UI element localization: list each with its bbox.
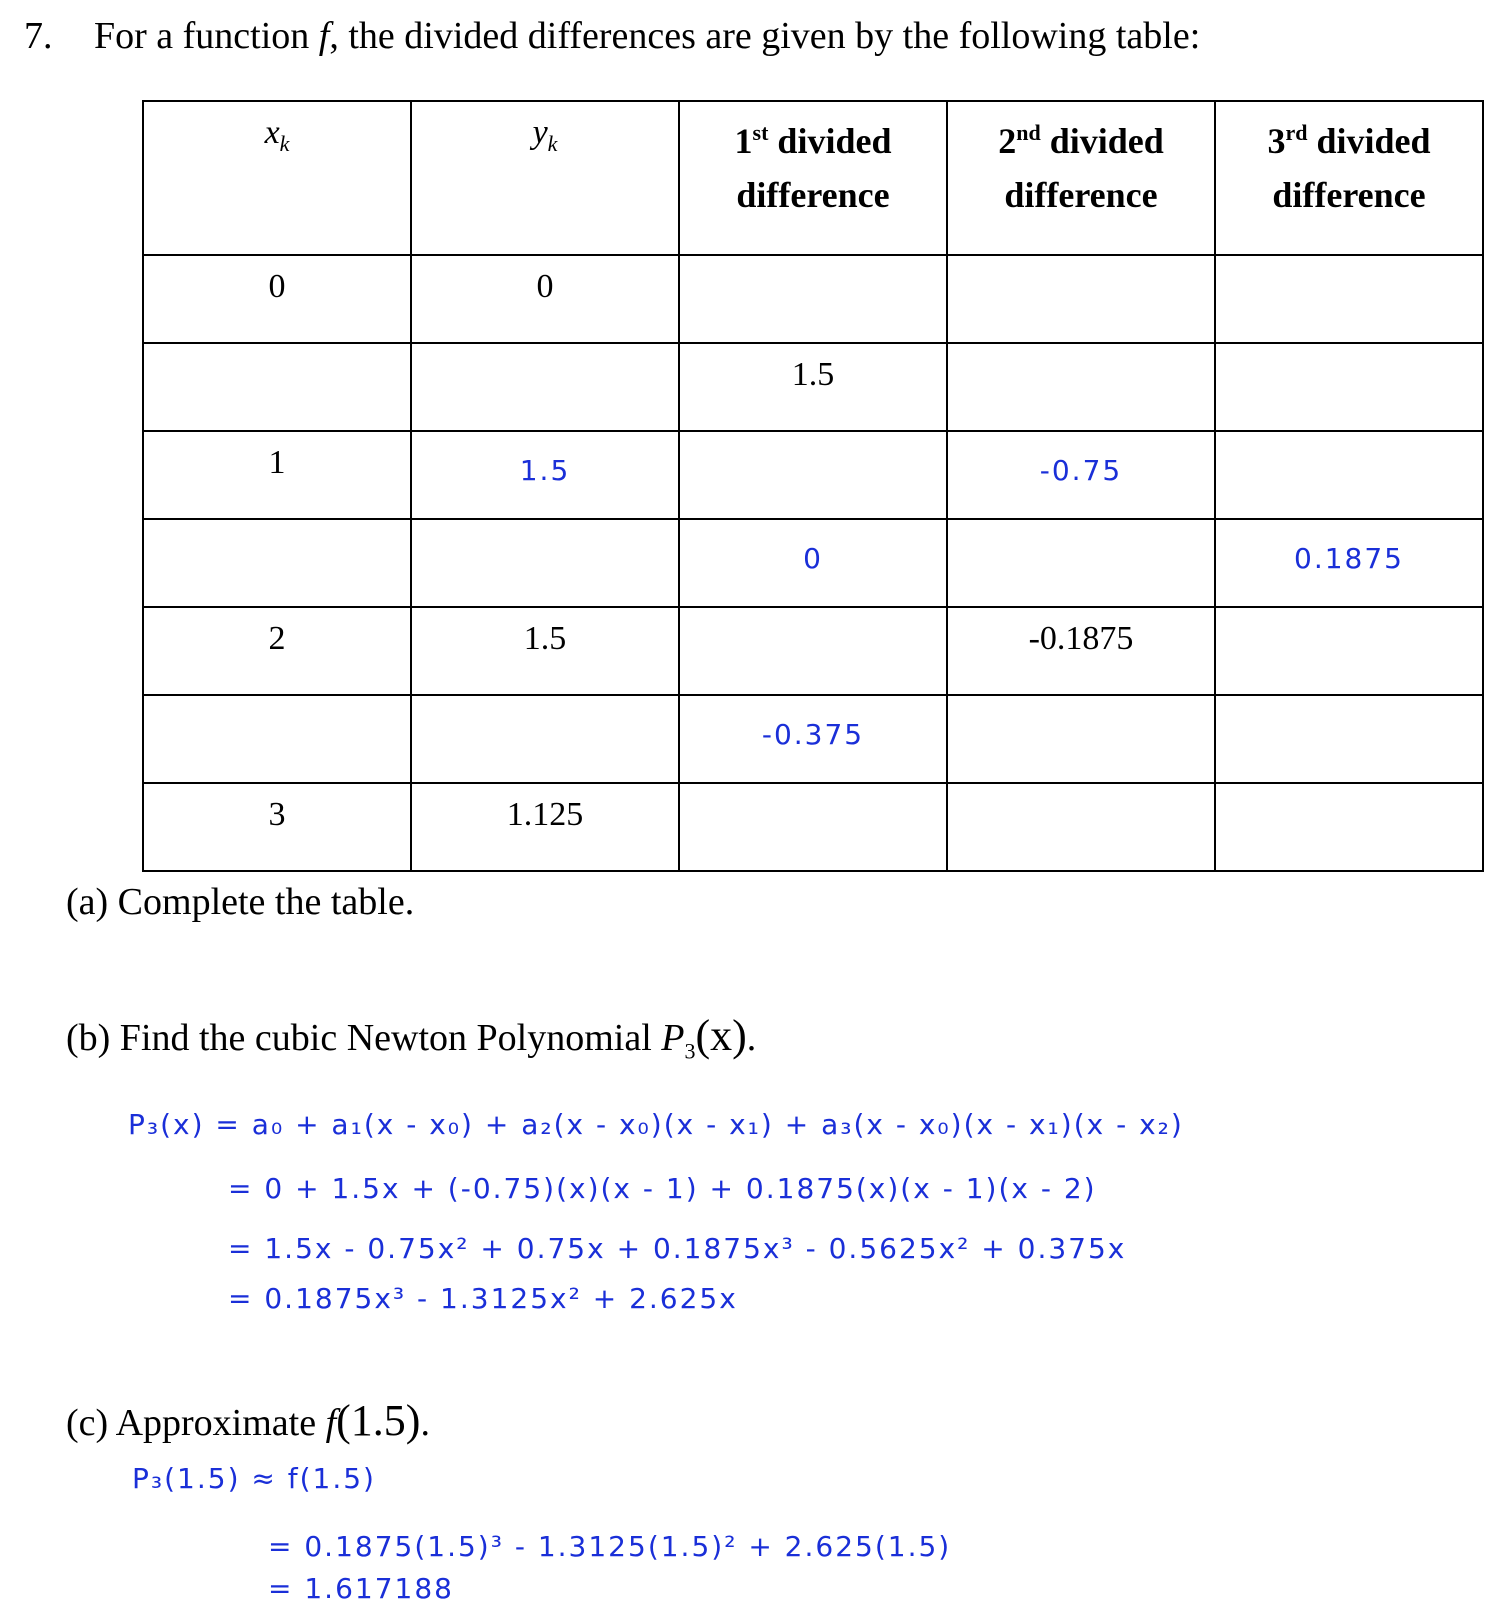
cell-d1-handwritten: 0 bbox=[679, 519, 947, 607]
table-row bbox=[143, 431, 1483, 519]
function-symbol: f bbox=[325, 1402, 337, 1444]
cell-y-handwritten: 1.5 bbox=[411, 431, 679, 519]
part-b-work-line: = 1.5x - 0.75x² + 0.75x + 0.1875x³ - 0.5625x² + 0.375x bbox=[228, 1232, 1127, 1265]
cell-d1 bbox=[679, 431, 947, 519]
table-row bbox=[143, 519, 1483, 607]
part-c-period: . bbox=[420, 1402, 430, 1444]
cell-d3 bbox=[1215, 343, 1483, 431]
question-number: 7. bbox=[24, 15, 53, 57]
cell-d2 bbox=[947, 519, 1215, 607]
part-a-label: (a) Complete the table. bbox=[66, 881, 415, 923]
part-c-work-line: = 0.1875(1.5)³ - 1.3125(1.5)² + 2.625(1.5) bbox=[268, 1530, 952, 1563]
cell-d3-handwritten: 0.1875 bbox=[1215, 519, 1483, 607]
header-xk: $x_k$ bbox=[143, 101, 411, 255]
table-row bbox=[143, 783, 1483, 871]
cell-x: 2 bbox=[143, 607, 411, 695]
cell-y: 1.125 bbox=[411, 783, 679, 871]
part-b-work-line: = 0.1875x³ - 1.3125x² + 2.625x bbox=[228, 1282, 738, 1315]
cell-d1 bbox=[679, 783, 947, 871]
header-first-divided-difference: 1st divided difference bbox=[679, 101, 947, 255]
cell-y bbox=[411, 695, 679, 783]
table-row bbox=[143, 255, 1483, 343]
part-b-work-line: P₃(x) = a₀ + a₁(x - x₀) + a₂(x - x₀)(x - x₁) + a₃(x - x₀)(x - x₁)(x - x₂) bbox=[128, 1108, 1184, 1141]
part-c-label bbox=[66, 1395, 430, 1446]
cell-x: 3 bbox=[143, 783, 411, 871]
cell-d3 bbox=[1215, 431, 1483, 519]
part-b-work-line: = 0 + 1.5x + (-0.75)(x)(x - 1) + 0.1875(x)(x - 1)(x - 2) bbox=[228, 1172, 1097, 1205]
cell-y: 1.5 bbox=[411, 607, 679, 695]
cell-x: 0 bbox=[143, 255, 411, 343]
cell-d3 bbox=[1215, 695, 1483, 783]
part-c-work-line: P₃(1.5) ≈ f(1.5) bbox=[132, 1462, 376, 1495]
part-c-argument: (1.5) bbox=[336, 1396, 421, 1445]
question-text-end: , the divided differences are given by the following table: bbox=[329, 15, 1201, 57]
polynomial-symbol: $P_3$ bbox=[661, 1017, 696, 1064]
cell-d3 bbox=[1215, 255, 1483, 343]
cell-y bbox=[411, 343, 679, 431]
cell-y: 0 bbox=[411, 255, 679, 343]
part-b-period: . bbox=[746, 1017, 757, 1059]
cell-d2 bbox=[947, 783, 1215, 871]
cell-d1: 1.5 bbox=[679, 343, 947, 431]
cell-d3 bbox=[1215, 607, 1483, 695]
part-b-text: (b) Find the cubic Newton Polynomial bbox=[66, 1017, 662, 1059]
cell-d2-handwritten: -0.75 bbox=[947, 431, 1215, 519]
cell-d2 bbox=[947, 255, 1215, 343]
header-third-divided-difference: 3rd divided difference bbox=[1215, 101, 1483, 255]
part-b-label bbox=[66, 1010, 756, 1065]
cell-d1-handwritten: -0.375 bbox=[679, 695, 947, 783]
table-row bbox=[143, 695, 1483, 783]
part-c-text: (c) Approximate bbox=[66, 1402, 326, 1444]
table-row bbox=[143, 343, 1483, 431]
cell-x: 1 bbox=[143, 431, 411, 519]
cell-x bbox=[143, 519, 411, 607]
header-yk: $y_k$ bbox=[411, 101, 679, 255]
polynomial-argument: (x) bbox=[695, 1011, 747, 1060]
question-text bbox=[94, 14, 1200, 58]
question-text-start: For a function bbox=[94, 15, 319, 57]
cell-d2: -0.1875 bbox=[947, 607, 1215, 695]
cell-d1 bbox=[679, 255, 947, 343]
function-symbol: f bbox=[318, 15, 330, 57]
cell-d2 bbox=[947, 695, 1215, 783]
cell-d1 bbox=[679, 607, 947, 695]
cell-x bbox=[143, 343, 411, 431]
part-c-work-line: = 1.617188 bbox=[268, 1572, 454, 1605]
cell-d2 bbox=[947, 343, 1215, 431]
cell-y bbox=[411, 519, 679, 607]
divided-difference-table bbox=[142, 100, 1484, 872]
table-row bbox=[143, 607, 1483, 695]
header-second-divided-difference: 2nd divided difference bbox=[947, 101, 1215, 255]
cell-d3 bbox=[1215, 783, 1483, 871]
table-header-row bbox=[143, 101, 1483, 255]
cell-x bbox=[143, 695, 411, 783]
